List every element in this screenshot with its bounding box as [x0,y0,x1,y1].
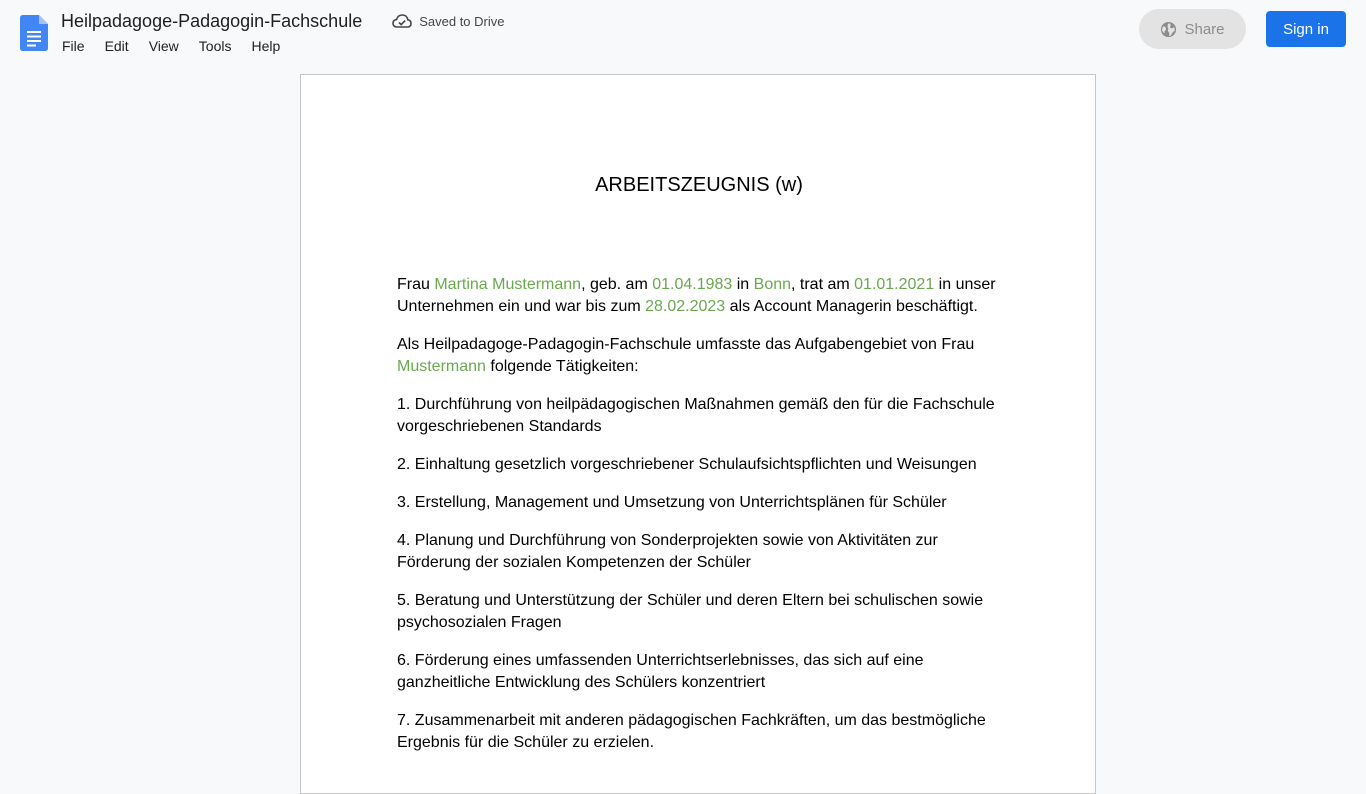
task-item: 4. Planung und Durchführung von Sonderprojekten sowie von Aktivitäten zur Förderung der sozialen Kompetenzen der Schüler [397,532,938,571]
task-item: 5. Beratung und Unterstützung der Schüler und deren Eltern bei schulischen sowie psychosozialen Fragen [397,592,984,631]
intro-text-6: als Account Managerin beschäftigt. [725,298,978,315]
intro-text-4: , trat am [791,276,855,293]
intro-paragraph [397,274,997,318]
document-title[interactable]: Heilpadagoge-Padagogin-Fachschule [61,11,363,31]
menu-view[interactable]: View [148,38,179,54]
document-heading: ARBEITSZEUGNIS (w) [595,174,803,196]
intro-text-1: Frau [397,276,435,293]
save-status[interactable] [392,13,504,29]
employee-surname: Mustermann [397,358,486,375]
document-body [397,274,997,770]
scope-paragraph [397,334,997,378]
scope-text-1: Als Heilpadagoge-Padagogin-Fachschule umfasste das Aufgabengebiet von Frau [397,336,975,353]
sign-in-label: Sign in [1283,20,1329,38]
document-page[interactable] [300,74,1096,794]
task-item: 3. Erstellung, Management und Umsetzung von Unterrichtsplänen für Schüler [397,494,947,511]
start-date: 01.01.2021 [854,276,935,293]
menu-help[interactable]: Help [251,38,281,54]
intro-text-2: , geb. am [581,276,653,293]
sign-in-button[interactable] [1266,11,1346,47]
menu-bar [62,37,300,55]
menu-file[interactable]: File [62,38,85,54]
share-label: Share [1184,20,1225,38]
end-date: 28.02.2023 [645,298,726,315]
birth-city: Bonn [753,276,792,293]
google-docs-icon[interactable] [20,15,48,51]
top-bar [0,0,1366,64]
task-item: 6. Förderung eines umfassenden Unterrichtserlebnisses, das sich auf eine ganzheitliche Entwicklung des Schülers konzentriert [397,652,924,691]
menu-edit[interactable]: Edit [104,38,129,54]
cloud-done-icon [392,13,412,29]
task-item: 2. Einhaltung gesetzlich vorgeschriebener Schulaufsichtspflichten und Weisungen [397,456,977,473]
share-button[interactable] [1139,9,1246,49]
intro-text-3: in [732,276,754,293]
menu-tools[interactable]: Tools [198,38,232,54]
intro-text-5: in unser Unternehmen ein und war bis zum [397,276,996,315]
task-item: 1. Durchführung von heilpädagogischen Maßnahmen gemäß den für die Fachschule vorgeschriebenen Standards [397,396,995,435]
employee-name: Martina Mustermann [434,276,582,293]
task-item: 7. Zusammenarbeit mit anderen pädagogischen Fachkräften, um das bestmögliche Ergebnis für die Schüler zu erzielen. [397,712,986,751]
save-status-label: Saved to Drive [419,13,505,29]
globe-icon [1160,21,1177,38]
birth-date: 01.04.1983 [652,276,733,293]
scope-text-2: folgende Tätigkeiten: [485,358,639,375]
title-row [61,10,504,32]
